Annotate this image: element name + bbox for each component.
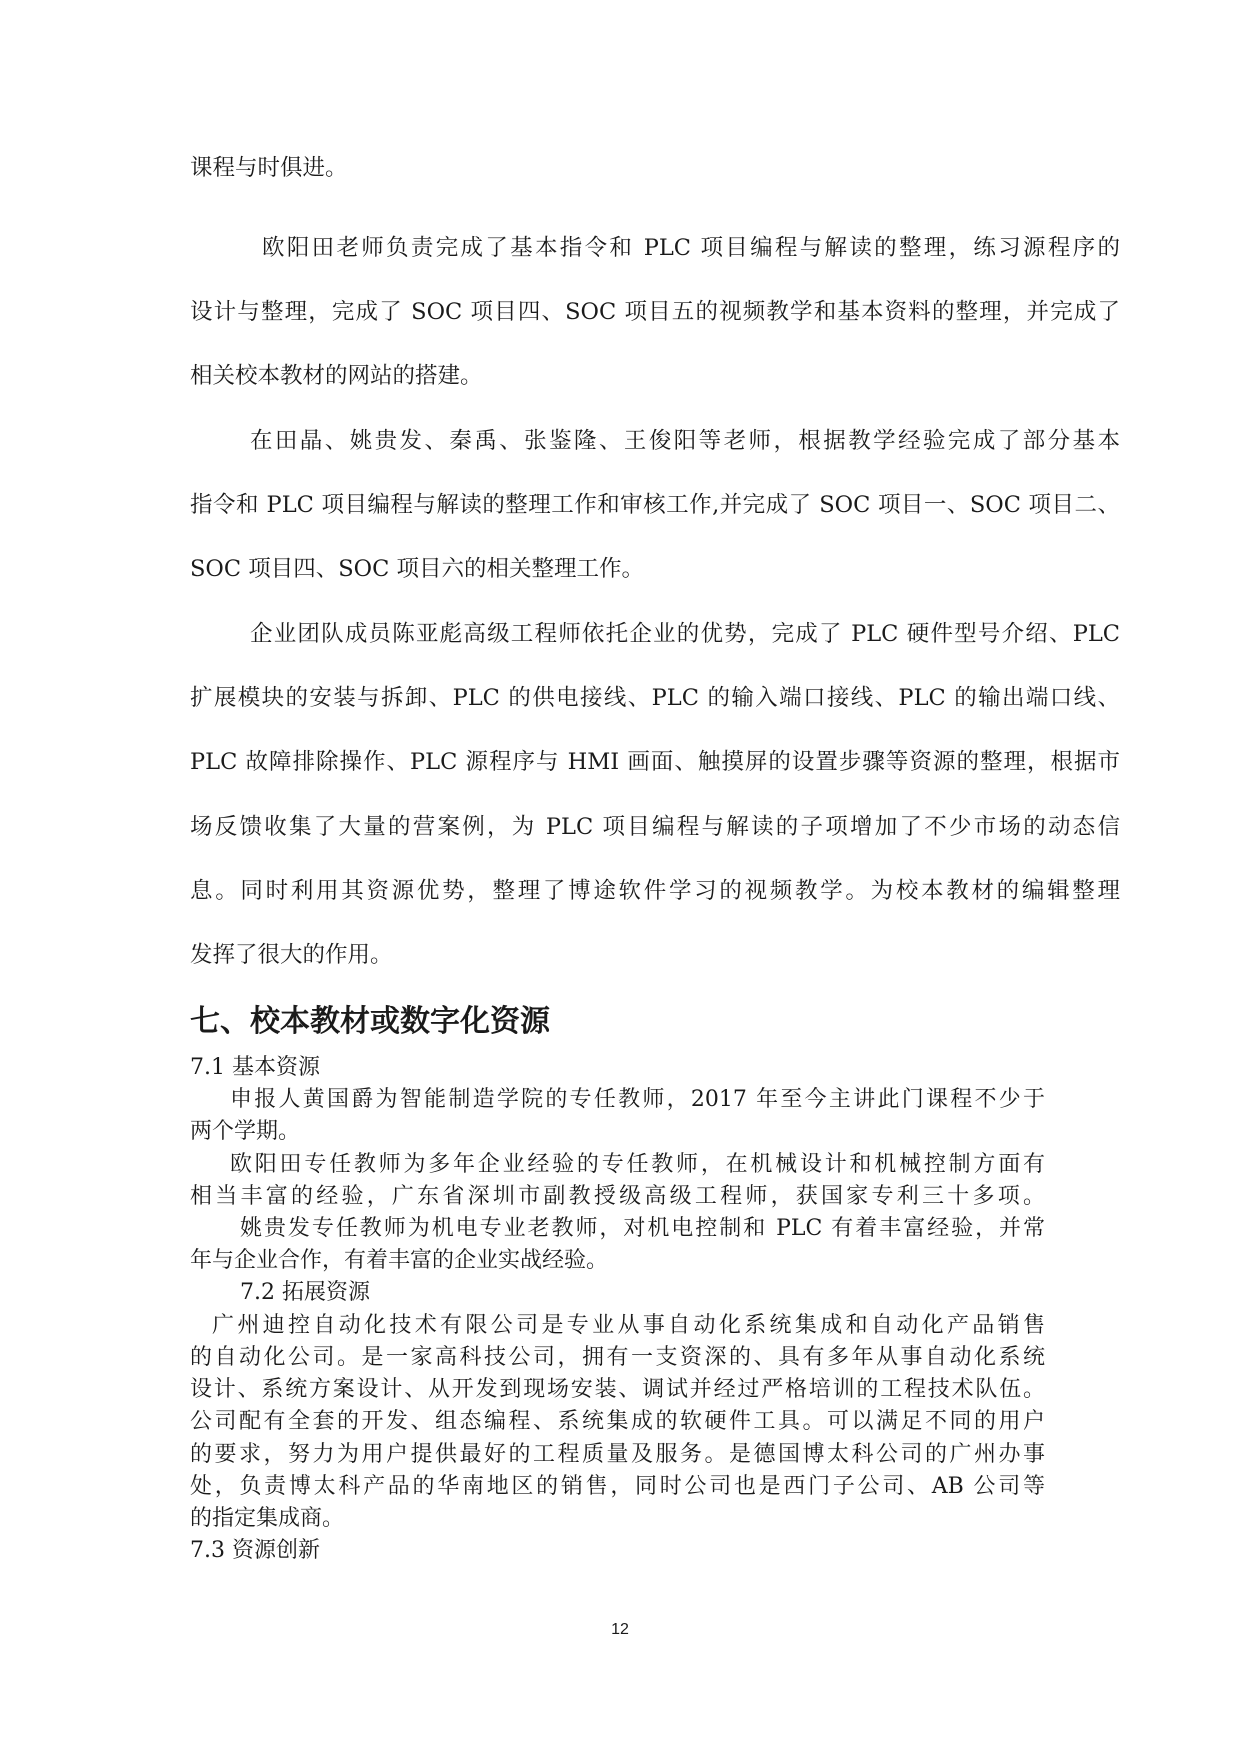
paragraph-line: 的要求，努力为用户提供最好的工程质量及服务。是德国博太科公司的广州办事 (190, 1442, 1045, 1467)
paragraph-line: 相当丰富的经验，广东省深圳市副教授级高级工程师，获国家专利三十多项。 (190, 1184, 1045, 1209)
paragraph-line: 息。同时利用其资源优势，整理了博途软件学习的视频教学。为校本教材的编辑整理 (190, 878, 1120, 904)
paragraph-line: 指令和 PLC 项目编程与解读的整理工作和审核工作,并完成了 SOC 项目一、SOC 项目二、 (190, 492, 1120, 518)
paragraph-line: 处，负责博太科产品的华南地区的销售，同时公司也是西门子公司、AB 公司等 (190, 1474, 1045, 1499)
subsection-title: 7.2 拓展资源 (240, 1280, 370, 1305)
paragraph-line: PLC 故障排除操作、PLC 源程序与 HMI 画面、触摸屏的设置步骤等资源的整理，根据市 (190, 749, 1120, 775)
paragraph-line: 广州迪控自动化技术有限公司是专业从事自动化系统集成和自动化产品销售 (212, 1313, 1045, 1338)
paragraph-line: 欧阳田专任教师为多年企业经验的专任教师，在机械设计和机械控制方面有 (230, 1152, 1045, 1177)
subsection-title: 7.1 基本资源 (190, 1055, 320, 1080)
paragraph-line: 两个学期。 (190, 1119, 301, 1144)
paragraph-line: 企业团队成员陈亚彪高级工程师依托企业的优势，完成了 PLC 硬件型号介绍、PLC (250, 621, 1120, 647)
paragraph-line: 扩展模块的安装与拆卸、PLC 的供电接线、PLC 的输入端口接线、PLC 的输出端口线、 (190, 685, 1120, 711)
paragraph-line: 相关校本教材的网站的搭建。 (190, 363, 483, 389)
paragraph-line: 课程与时俱进。 (190, 155, 348, 181)
paragraph-line: 设计与整理，完成了 SOC 项目四、SOC 项目五的视频教学和基本资料的整理，并完成了 (190, 299, 1120, 325)
subsection-title: 7.3 资源创新 (190, 1538, 320, 1563)
page-number: 12 (611, 1621, 629, 1638)
paragraph-line: 的指定集成商。 (190, 1506, 345, 1531)
paragraph-line: 设计、系统方案设计、从开发到现场安装、调试并经过严格培训的工程技术队伍。 (190, 1377, 1045, 1402)
section-heading: 七、校本教材或数字化资源 (190, 1004, 550, 1039)
paragraph-line: 年与企业合作，有着丰富的企业实战经验。 (190, 1248, 609, 1273)
paragraph-line: 发挥了很大的作用。 (190, 942, 393, 968)
paragraph-line: 公司配有全套的开发、组态编程、系统集成的软硬件工具。可以满足不同的用户 (190, 1409, 1045, 1434)
paragraph-line: 场反馈收集了大量的营案例，为 PLC 项目编程与解读的子项增加了不少市场的动态信 (190, 814, 1120, 840)
paragraph-line: 申报人黄国爵为智能制造学院的专任教师，2017 年至今主讲此门课程不少于 (230, 1087, 1045, 1112)
paragraph-line: 在田晶、姚贵发、秦禹、张鉴隆、王俊阳等老师，根据教学经验完成了部分基本 (250, 428, 1120, 454)
paragraph-line: 姚贵发专任教师为机电专业老教师，对机电控制和 PLC 有着丰富经验，并常 (240, 1216, 1045, 1241)
paragraph-line: SOC 项目四、SOC 项目六的相关整理工作。 (190, 556, 644, 582)
paragraph-line: 的自动化公司。是一家高科技公司，拥有一支资深的、具有多年从事自动化系统 (190, 1345, 1045, 1370)
paragraph-line: 欧阳田老师负责完成了基本指令和 PLC 项目编程与解读的整理，练习源程序的 (262, 235, 1120, 261)
